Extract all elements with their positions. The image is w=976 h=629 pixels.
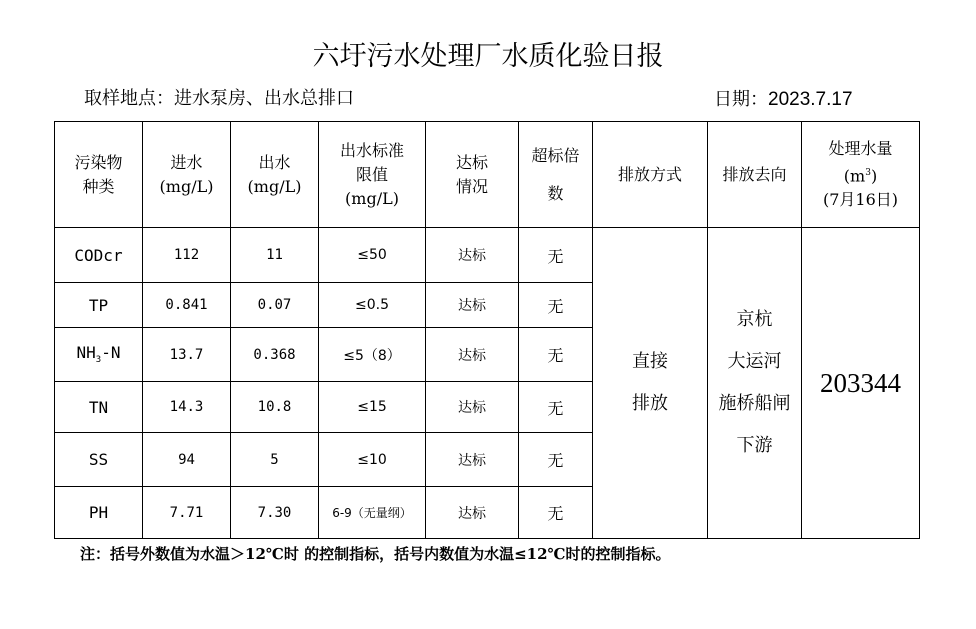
water-quality-table <box>54 121 920 539</box>
exceed-ratio: 无 <box>519 328 593 382</box>
header-standard: 出水标准 限值 (mg/L) <box>319 122 426 228</box>
standard-limit: ≤50 <box>319 228 426 283</box>
header-pollutant: 污染物 种类 <box>55 122 143 228</box>
header-row <box>55 122 920 228</box>
exceed-ratio: 无 <box>519 228 593 283</box>
header-outlet: 出水 (mg/L) <box>231 122 319 228</box>
discharge-method: 直接 排放 <box>593 228 708 539</box>
outlet-value: 0.07 <box>231 283 319 328</box>
discharge-destination: 京杭 大运河 施桥船闸 下游 <box>708 228 802 539</box>
outlet-value: 5 <box>231 433 319 487</box>
exceed-ratio: 无 <box>519 283 593 328</box>
inlet-value: 14.3 <box>143 382 231 433</box>
header-volume: 处理水量 $(m^3)$ (7月16日) <box>802 122 920 228</box>
date-value: 2023.7.17 <box>768 89 853 110</box>
exceed-ratio: 无 <box>519 382 593 433</box>
pollutant-name: $NH_3-N$ <box>55 328 143 382</box>
compliance-status: 达标 <box>426 487 519 539</box>
outlet-value: 0.368 <box>231 328 319 382</box>
pollutant-name: PH <box>55 487 143 539</box>
header-compliance: 达标 情况 <box>426 122 519 228</box>
inlet-value: 0.841 <box>143 283 231 328</box>
standard-limit: ≤10 <box>319 433 426 487</box>
standard-limit: ≤0.5 <box>319 283 426 328</box>
pollutant-name: TP <box>55 283 143 328</box>
report-date <box>714 85 853 111</box>
header-destination: 排放去向 <box>708 122 802 228</box>
standard-limit: 6-9（无量纲） <box>319 487 426 539</box>
compliance-status: 达标 <box>426 283 519 328</box>
outlet-value: 11 <box>231 228 319 283</box>
inlet-value: 7.71 <box>143 487 231 539</box>
pollutant-name: TN <box>55 382 143 433</box>
pollutant-name: SS <box>55 433 143 487</box>
table-row <box>55 228 920 283</box>
pollutant-name: CODcr <box>55 228 143 283</box>
report-title: 六圩污水处理厂水质化验日报 <box>312 41 664 72</box>
header-inlet: 进水 (mg/L) <box>143 122 231 228</box>
outlet-value: 7.30 <box>231 487 319 539</box>
date-label: 日期： <box>714 89 768 110</box>
compliance-status: 达标 <box>426 328 519 382</box>
treated-volume: 203344 <box>802 228 920 539</box>
inlet-value: 94 <box>143 433 231 487</box>
compliance-status: 达标 <box>426 433 519 487</box>
exceed-ratio: 无 <box>519 487 593 539</box>
header-exceed: 超标倍 数 <box>519 122 593 228</box>
standard-limit: ≤5（8） <box>319 328 426 382</box>
compliance-status: 达标 <box>426 382 519 433</box>
compliance-status: 达标 <box>426 228 519 283</box>
inlet-value: 112 <box>143 228 231 283</box>
inlet-value: 13.7 <box>143 328 231 382</box>
standard-limit: ≤15 <box>319 382 426 433</box>
exceed-ratio: 无 <box>519 433 593 487</box>
sample-location: 取样地点：进水泵房、出水总排口 <box>84 88 354 109</box>
outlet-value: 10.8 <box>231 382 319 433</box>
footnote: 注：括号外数值为水温＞12℃时 的控制指标，括号内数值为水温≤12℃时的控制指标。 <box>80 545 671 563</box>
header-method: 排放方式 <box>593 122 708 228</box>
